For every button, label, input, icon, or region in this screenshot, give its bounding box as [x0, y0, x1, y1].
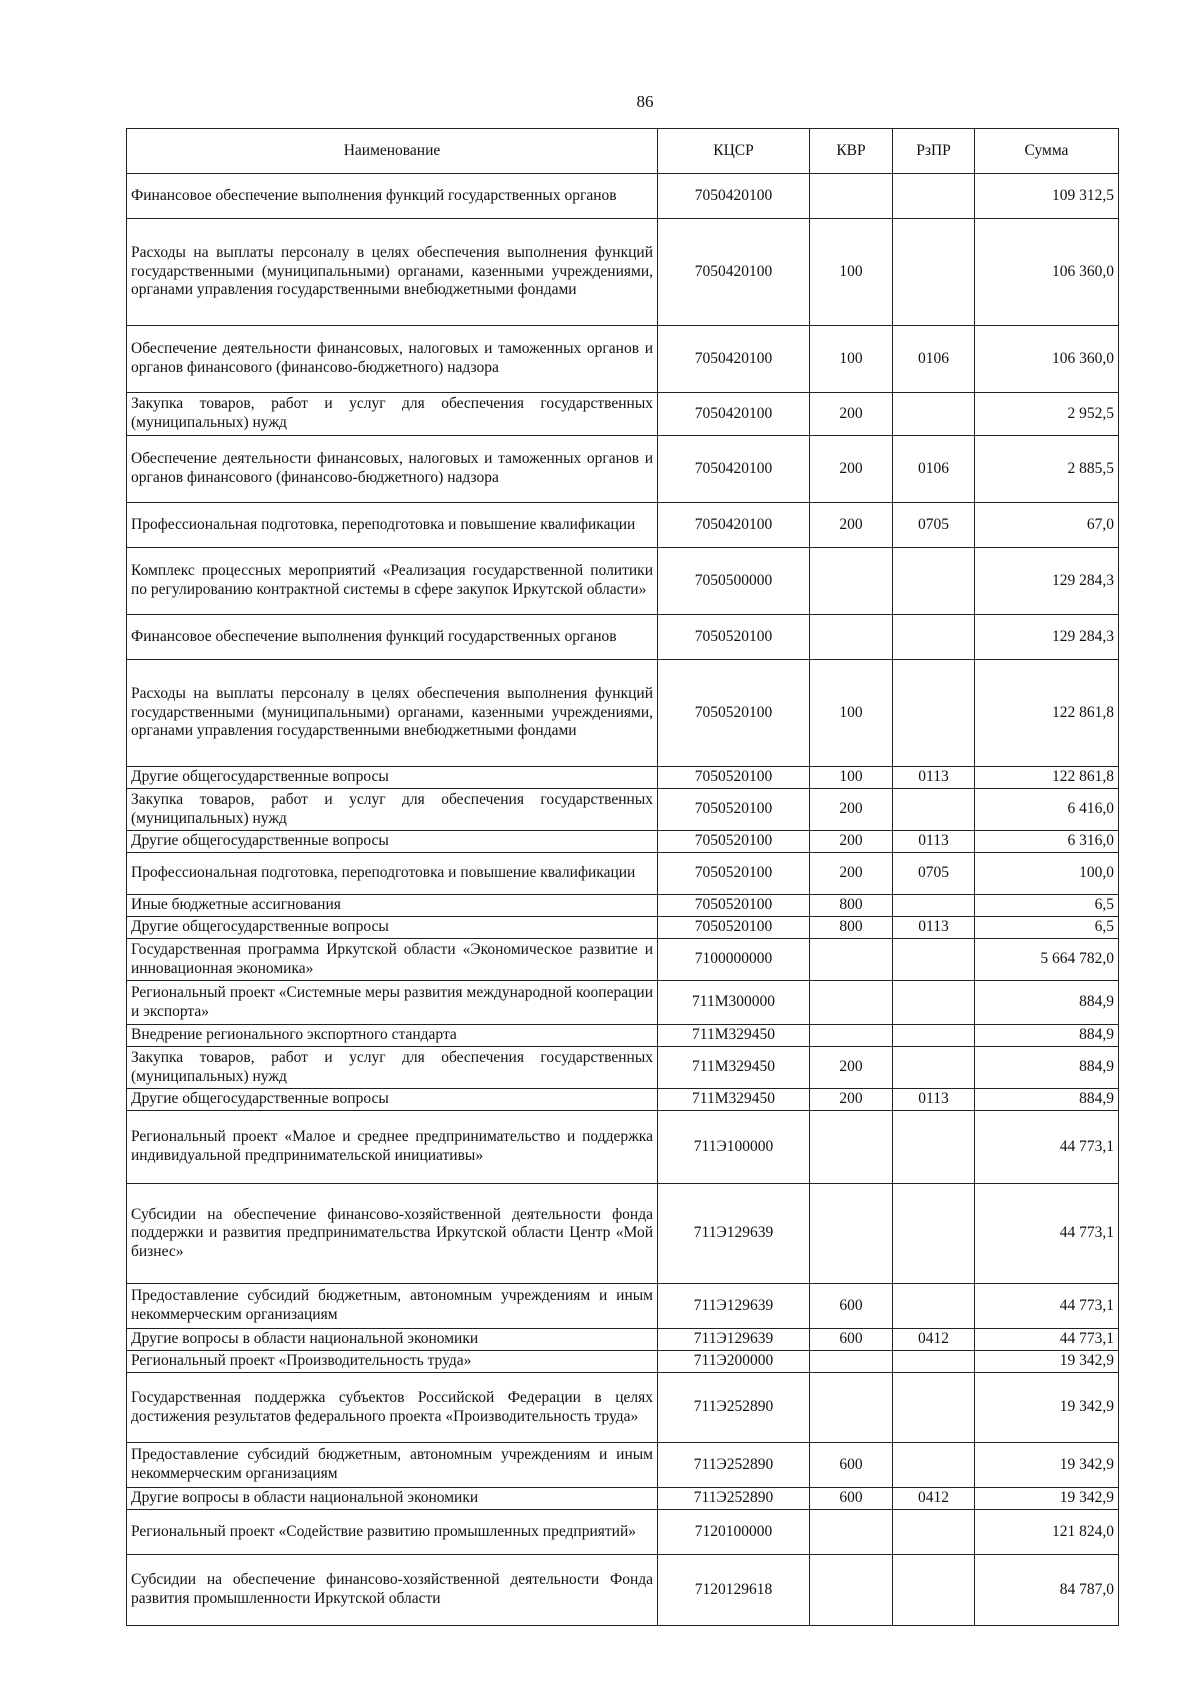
cell-kcsr: 7050520100: [658, 853, 810, 895]
table-row: [127, 1351, 1119, 1373]
cell-name: Закупка товаров, работ и услуг для обеспечения государственных (муниципальных) нужд: [127, 393, 658, 436]
cell-sum: 44 773,1: [975, 1329, 1119, 1351]
cell-name: Обеспечение деятельности финансовых, налоговых и таможенных органов и органов финансового (финансово-бюджетного) надзора: [127, 326, 658, 393]
cell-kvr: 200: [810, 831, 893, 853]
cell-name: Обеспечение деятельности финансовых, налоговых и таможенных органов и органов финансового (финансово-бюджетного) надзора: [127, 436, 658, 503]
cell-kvr: 200: [810, 393, 893, 436]
cell-name: Региональный проект «Производительность труда»: [127, 1351, 658, 1373]
cell-sum: 44 773,1: [975, 1184, 1119, 1284]
cell-name: Субсидии на обеспечение финансово-хозяйственной деятельности фонда поддержки и развития предпринимательства Иркутской области Центр «Мой бизнес»: [127, 1184, 658, 1284]
cell-rzpr: [893, 660, 975, 767]
cell-rzpr: [893, 219, 975, 326]
cell-kvr: 200: [810, 789, 893, 831]
cell-rzpr: [893, 789, 975, 831]
cell-kcsr: 711Э252890: [658, 1373, 810, 1443]
cell-sum: 5 664 782,0: [975, 939, 1119, 981]
cell-kvr: [810, 981, 893, 1025]
cell-name: Финансовое обеспечение выполнения функций государственных органов: [127, 174, 658, 219]
table-row: [127, 1555, 1119, 1626]
cell-kcsr: 7050420100: [658, 436, 810, 503]
cell-kcsr: 711Э252890: [658, 1443, 810, 1488]
cell-kvr: 200: [810, 1047, 893, 1089]
cell-kvr: 800: [810, 917, 893, 939]
cell-rzpr: 0113: [893, 1089, 975, 1111]
cell-rzpr: [893, 1047, 975, 1089]
cell-kcsr: 7050520100: [658, 831, 810, 853]
cell-sum: 100,0: [975, 853, 1119, 895]
cell-name: Субсидии на обеспечение финансово-хозяйственной деятельности Фонда развития промышленности Иркутской области: [127, 1555, 658, 1626]
table-row: [127, 1184, 1119, 1284]
cell-rzpr: [893, 1284, 975, 1329]
cell-rzpr: [893, 1351, 975, 1373]
table-row: [127, 1047, 1119, 1089]
cell-sum: 106 360,0: [975, 219, 1119, 326]
cell-kvr: 800: [810, 895, 893, 917]
cell-kvr: 600: [810, 1284, 893, 1329]
cell-rzpr: [893, 174, 975, 219]
cell-name: Расходы на выплаты персоналу в целях обеспечения выполнения функций государственными (муниципальными) органами, казенными учреждениями, органами управления государственными внебюджетными фондами: [127, 219, 658, 326]
cell-kvr: [810, 1555, 893, 1626]
cell-kvr: [810, 1373, 893, 1443]
cell-rzpr: [893, 1025, 975, 1047]
cell-name: Региональный проект «Системные меры развития международной кооперации и экспорта»: [127, 981, 658, 1025]
table-row: [127, 831, 1119, 853]
cell-name: Комплекс процессных мероприятий «Реализация государственной политики по регулированию контрактной системы в сфере закупок Иркутской области»: [127, 548, 658, 615]
cell-sum: 109 312,5: [975, 174, 1119, 219]
cell-kcsr: 7050420100: [658, 174, 810, 219]
cell-sum: 106 360,0: [975, 326, 1119, 393]
table-row: [127, 326, 1119, 393]
cell-sum: 67,0: [975, 503, 1119, 548]
cell-sum: 122 861,8: [975, 767, 1119, 789]
table-row: [127, 1373, 1119, 1443]
header-name: Наименование: [127, 129, 658, 174]
cell-name: Региональный проект «Малое и среднее предпринимательство и поддержка индивидуальной предпринимательской инициативы»: [127, 1111, 658, 1184]
cell-rzpr: 0705: [893, 853, 975, 895]
cell-rzpr: [893, 393, 975, 436]
cell-kcsr: 7050520100: [658, 895, 810, 917]
header-rzpr: РзПР: [893, 129, 975, 174]
table-row: [127, 1329, 1119, 1351]
cell-sum: 6 316,0: [975, 831, 1119, 853]
cell-kcsr: 711Э129639: [658, 1329, 810, 1351]
cell-rzpr: [893, 939, 975, 981]
cell-kcsr: 711Э252890: [658, 1488, 810, 1510]
cell-sum: 122 861,8: [975, 660, 1119, 767]
cell-sum: 19 342,9: [975, 1373, 1119, 1443]
cell-sum: 44 773,1: [975, 1284, 1119, 1329]
cell-name: Другие общегосударственные вопросы: [127, 917, 658, 939]
cell-sum: 6 416,0: [975, 789, 1119, 831]
cell-kvr: 200: [810, 503, 893, 548]
cell-rzpr: 0113: [893, 831, 975, 853]
cell-kvr: 200: [810, 853, 893, 895]
cell-rzpr: [893, 548, 975, 615]
cell-kcsr: 7050420100: [658, 219, 810, 326]
cell-name: Другие общегосударственные вопросы: [127, 831, 658, 853]
cell-rzpr: 0106: [893, 326, 975, 393]
table-row: [127, 853, 1119, 895]
cell-kcsr: 7050520100: [658, 615, 810, 660]
cell-sum: 2 885,5: [975, 436, 1119, 503]
cell-kvr: 200: [810, 1089, 893, 1111]
cell-kcsr: 711M300000: [658, 981, 810, 1025]
cell-sum: 884,9: [975, 1025, 1119, 1047]
cell-kvr: [810, 1025, 893, 1047]
table-row: [127, 660, 1119, 767]
cell-kcsr: 7050520100: [658, 917, 810, 939]
cell-kcsr: 7050420100: [658, 393, 810, 436]
cell-sum: 84 787,0: [975, 1555, 1119, 1626]
table-row: [127, 1510, 1119, 1555]
cell-kcsr: 7050420100: [658, 326, 810, 393]
cell-sum: 19 342,9: [975, 1488, 1119, 1510]
cell-name: Внедрение регионального экспортного стандарта: [127, 1025, 658, 1047]
cell-sum: 884,9: [975, 981, 1119, 1025]
cell-name: Другие общегосударственные вопросы: [127, 1089, 658, 1111]
cell-rzpr: [893, 1373, 975, 1443]
table-row: [127, 917, 1119, 939]
cell-sum: 6,5: [975, 917, 1119, 939]
table-row: [127, 1089, 1119, 1111]
cell-rzpr: 0412: [893, 1329, 975, 1351]
cell-name: Иные бюджетные ассигнования: [127, 895, 658, 917]
cell-name: Предоставление субсидий бюджетным, автономным учреждениям и иным некоммерческим организациям: [127, 1443, 658, 1488]
table-body: [127, 174, 1119, 1626]
cell-name: Финансовое обеспечение выполнения функций государственных органов: [127, 615, 658, 660]
header-kvr: КВР: [810, 129, 893, 174]
cell-kcsr: 7120129618: [658, 1555, 810, 1626]
cell-name: Закупка товаров, работ и услуг для обеспечения государственных (муниципальных) нужд: [127, 1047, 658, 1089]
table-row: [127, 1488, 1119, 1510]
table-row: [127, 1443, 1119, 1488]
cell-rzpr: 0113: [893, 767, 975, 789]
header-sum: Сумма: [975, 129, 1119, 174]
cell-name: Другие вопросы в области национальной экономики: [127, 1488, 658, 1510]
cell-kcsr: 7050520100: [658, 789, 810, 831]
cell-kcsr: 711Э200000: [658, 1351, 810, 1373]
cell-sum: 2 952,5: [975, 393, 1119, 436]
cell-kvr: [810, 1111, 893, 1184]
table-row: [127, 615, 1119, 660]
cell-kcsr: 7100000000: [658, 939, 810, 981]
cell-kvr: 600: [810, 1329, 893, 1351]
table-row: [127, 503, 1119, 548]
cell-rzpr: [893, 1184, 975, 1284]
table-row: [127, 1284, 1119, 1329]
table-row: [127, 1025, 1119, 1047]
cell-name: Закупка товаров, работ и услуг для обеспечения государственных (муниципальных) нужд: [127, 789, 658, 831]
cell-kvr: 600: [810, 1488, 893, 1510]
table-row: [127, 174, 1119, 219]
cell-kvr: [810, 548, 893, 615]
cell-kcsr: 711M329450: [658, 1025, 810, 1047]
cell-rzpr: [893, 615, 975, 660]
cell-sum: 6,5: [975, 895, 1119, 917]
cell-name: Государственная поддержка субъектов Российской Федерации в целях достижения результатов федерального проекта «Производительность труда»: [127, 1373, 658, 1443]
cell-kcsr: 711Э100000: [658, 1111, 810, 1184]
cell-kvr: 200: [810, 436, 893, 503]
cell-sum: 44 773,1: [975, 1111, 1119, 1184]
table-header-row: [127, 129, 1119, 174]
cell-sum: 884,9: [975, 1047, 1119, 1089]
cell-name: Предоставление субсидий бюджетным, автономным учреждениям и иным некоммерческим организациям: [127, 1284, 658, 1329]
cell-kvr: 100: [810, 767, 893, 789]
cell-sum: 19 342,9: [975, 1351, 1119, 1373]
cell-rzpr: [893, 981, 975, 1025]
cell-kcsr: 7120100000: [658, 1510, 810, 1555]
cell-kcsr: 711Э129639: [658, 1184, 810, 1284]
table-row: [127, 548, 1119, 615]
cell-rzpr: [893, 1111, 975, 1184]
table-row: [127, 219, 1119, 326]
cell-kvr: [810, 1184, 893, 1284]
cell-kcsr: 7050520100: [658, 767, 810, 789]
table-row: [127, 981, 1119, 1025]
cell-kcsr: 7050520100: [658, 660, 810, 767]
cell-rzpr: 0106: [893, 436, 975, 503]
cell-rzpr: 0705: [893, 503, 975, 548]
budget-table: [126, 128, 1119, 1626]
cell-name: Профессиональная подготовка, переподготовка и повышение квалификации: [127, 503, 658, 548]
table-row: [127, 789, 1119, 831]
cell-kcsr: 7050500000: [658, 548, 810, 615]
cell-kcsr: 711M329450: [658, 1089, 810, 1111]
cell-rzpr: [893, 1443, 975, 1488]
cell-kvr: [810, 615, 893, 660]
cell-kvr: 100: [810, 660, 893, 767]
cell-sum: 129 284,3: [975, 615, 1119, 660]
table-row: [127, 393, 1119, 436]
cell-rzpr: [893, 1555, 975, 1626]
cell-rzpr: [893, 1510, 975, 1555]
cell-sum: 19 342,9: [975, 1443, 1119, 1488]
page-number: 86: [636, 92, 654, 111]
cell-kvr: 100: [810, 326, 893, 393]
cell-sum: 121 824,0: [975, 1510, 1119, 1555]
cell-kvr: [810, 1510, 893, 1555]
cell-sum: 884,9: [975, 1089, 1119, 1111]
cell-kvr: 600: [810, 1443, 893, 1488]
table-row: [127, 939, 1119, 981]
cell-rzpr: [893, 895, 975, 917]
cell-name: Другие общегосударственные вопросы: [127, 767, 658, 789]
cell-kvr: 100: [810, 219, 893, 326]
table-row: [127, 436, 1119, 503]
table-row: [127, 1111, 1119, 1184]
cell-name: Региональный проект «Содействие развитию промышленных предприятий»: [127, 1510, 658, 1555]
cell-kcsr: 711Э129639: [658, 1284, 810, 1329]
header-kcsr: КЦСР: [658, 129, 810, 174]
cell-name: Профессиональная подготовка, переподготовка и повышение квалификации: [127, 853, 658, 895]
cell-kcsr: 711M329450: [658, 1047, 810, 1089]
cell-sum: 129 284,3: [975, 548, 1119, 615]
cell-rzpr: 0412: [893, 1488, 975, 1510]
table-row: [127, 895, 1119, 917]
cell-kvr: [810, 1351, 893, 1373]
cell-kvr: [810, 174, 893, 219]
cell-name: Расходы на выплаты персоналу в целях обеспечения выполнения функций государственными (муниципальными) органами, казенными учреждениями, органами управления государственными внебюджетными фондами: [127, 660, 658, 767]
table-row: [127, 767, 1119, 789]
cell-rzpr: 0113: [893, 917, 975, 939]
cell-name: Другие вопросы в области национальной экономики: [127, 1329, 658, 1351]
cell-name: Государственная программа Иркутской области «Экономическое развитие и инновационная экономика»: [127, 939, 658, 981]
cell-kcsr: 7050420100: [658, 503, 810, 548]
cell-kvr: [810, 939, 893, 981]
